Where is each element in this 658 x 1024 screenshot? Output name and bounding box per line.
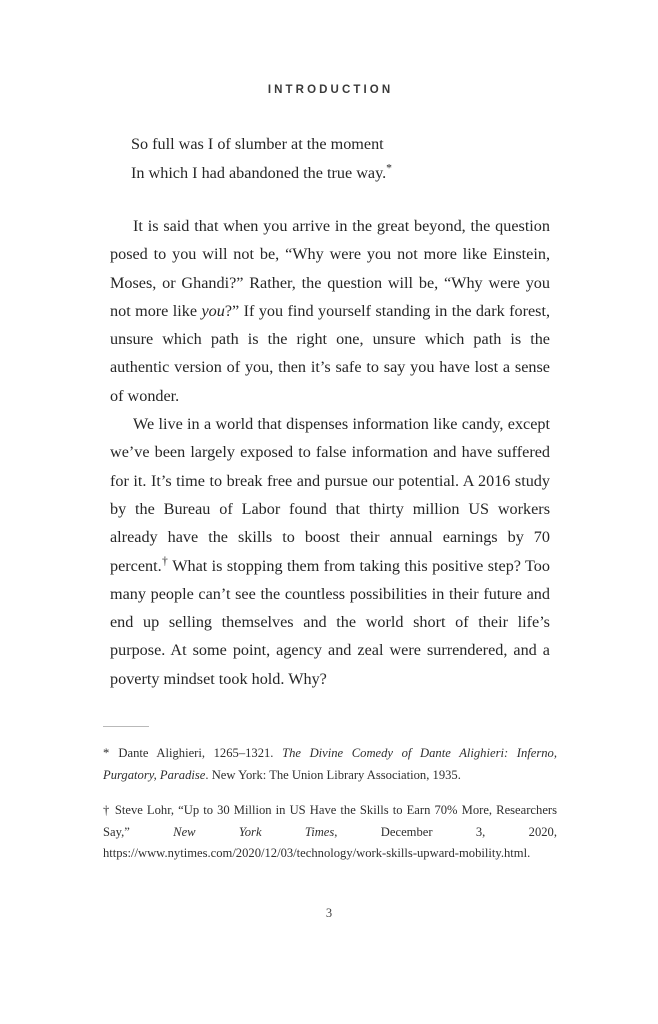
text-run: , December 3, 2020, https://www.nytimes.com/2020/12/03/technology/work-skills-upward-mobility.html. [103, 824, 558, 861]
footnote-asterisk [103, 743, 557, 786]
text-run: . New York: The Union Library Association, 1935. [205, 767, 461, 782]
footnote-marker: † [161, 554, 169, 568]
epigraph-footnote-marker: * [386, 161, 392, 175]
paragraph-2 [110, 410, 550, 693]
footnote-separator-rule [103, 726, 149, 727]
text-run: It is said that when you arrive in the great beyond, the question posed to you will not be, “Why were you not more like Einstein, Moses, or Ghandi?” Rather, the question will be, “Why were you not more like [110, 217, 550, 320]
italic-run: New York Times [173, 824, 335, 839]
text-run: What is stopping them from taking this positive step? Too many people can’t see the countless possibilities in their future and end up selling themselves and the world short of their life’s purpose. At some point, agency and zeal were surrendered, and a poverty mindset took hold. Why? [110, 556, 550, 688]
text-run: ?” If you find yourself standing in the dark forest, unsure which path is the right one, unsure which path is the authentic version of you, then it’s safe to say you have lost a sense of wonder. [110, 301, 550, 405]
footnote-dagger [103, 800, 557, 865]
footnote-area [103, 726, 557, 865]
italic-run: The Divine Comedy of Dante Alighieri: Inferno, Purgatory, Paradise [103, 746, 557, 782]
text-run: Dante Alighieri, 1265–1321. [109, 746, 283, 761]
page-number: 3 [325, 906, 333, 920]
footnote-symbol: * [103, 746, 110, 761]
text-run: We live in a world that dispenses information like candy, except we’ve been largely exposed to false information and have suffered for it. It’s time to break free and pursue our potential. A 2016 study by the Bureau of Labor found that thirty million US workers already have the skills to boost their annual earnings by 70 percent. [110, 415, 550, 575]
italic-run: you [201, 301, 225, 320]
footnote-symbol: † [103, 803, 111, 818]
body-text [110, 212, 550, 693]
epigraph-line-1-text: So full was I of slumber at the moment [131, 135, 384, 153]
epigraph-line-2-text: In which I had abandoned the true way. [131, 164, 387, 182]
text-run: Steve Lohr, “Up to 30 Million in US Have the Skills to Earn 70% More, Researchers Say,” [103, 803, 557, 839]
paragraph-1 [110, 212, 550, 410]
running-head: INTRODUCTION [267, 84, 394, 96]
epigraph-line-1 [131, 130, 551, 159]
epigraph-line-2 [131, 159, 551, 188]
epigraph [131, 130, 551, 188]
